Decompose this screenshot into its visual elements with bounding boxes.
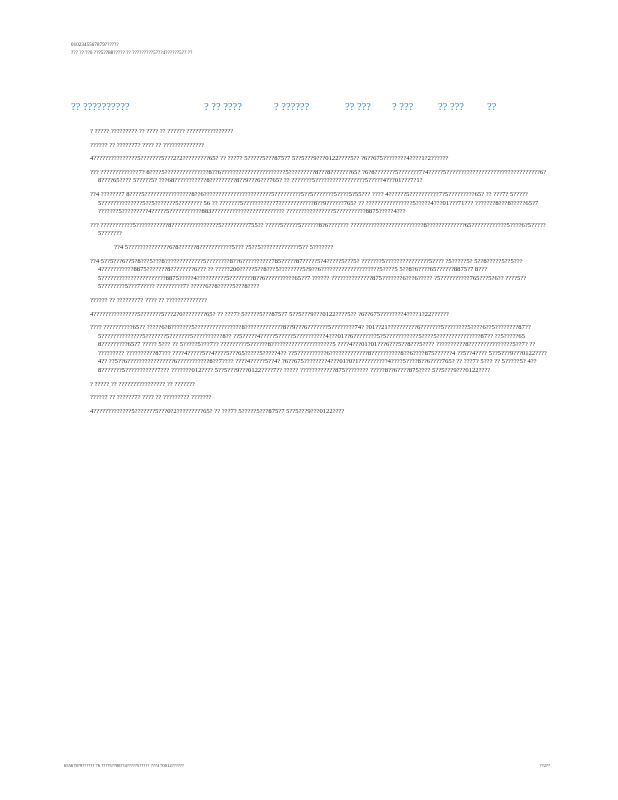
paragraph: ???? ??????????65?? ?????6?8???????5????????????????8?????????????8??9???6???????5????????74? ?01??21??????????6???????5????????5????6??5????????87??5??????????????5???????5???????5??????????8?? ??5?????4?????5?????5??????????4???01??6????????5?5???????????5????5???????????????87?? ??5?????658?????????65?7 ????? 5??? ?? 5?????5???7?? ?????????5??????8?????????????????????5 ????4???01?01???6???5??8???5???? ??????????8???????????????5??7? ?? ????????? ??????????87??? ????4?????5??4????5???65?????5?????4?? ??5??????????6?????????????8??????????8??6????875??????4 ??5??4???? 5??5???9???0122????4?? ??5??6????????????????6???????????8??7???? ????4?????5??4? ?6??675????????4???01?0?1??????????4????5????8??6????765? ?? ???7? 5??? ?? 5?????5? 4??8???????5???????????7??? ???????012???? 5??5???9???0122????7?? ????? ????????????875???????? ?????8??6????875???? 5??5???9???0122???? (90, 324, 547, 375)
paragraph: ?????? ?? ???????7? ???? ?? ?????????????? (90, 296, 207, 304)
document-body (90, 128, 550, 421)
header-line-1: 0102345567879?????? (71, 43, 119, 48)
paragraph: ??4 ???????7 8????5????????????????8??6???????????????????????5?????????5??5???????5????5?55??? ???? 4??????5??????????7?5?????????65? ?? ???7? 5?????5??????????????5??5???????5???????? 56 ?? ???????5???????????7????????????8??9??????765? ?? ????????????????5?????4???01???71??? ???????8???8?????65?7 ???????5?????????4?????5???????????883????????????????????????? ????????????????5??????????8875?????4??? (90, 190, 539, 216)
nav-item-5[interactable]: ?? ??? (438, 102, 464, 113)
paragraph: ??? ???????????5???????????8????????????????5?????????755?? ?????5?????5??????8?6??????? ?????????????????????????8?????????????65????????????5????6?5?????5??????? (90, 221, 546, 238)
paragraph: ??4 5??????????????6?8??????8???????????5??? ?5??5?????????????5?? 5??????? (114, 243, 334, 251)
header-line-2: ??? ?? ??6 ???5??88????? ?? ?????????5???4??????5?? ?? (71, 51, 193, 56)
paragraph: ? ????? ?? ???????????????? ?? ??????? (90, 380, 195, 388)
paragraph: 4?????????????5???????5???0?2?????????65? ?? ???7? 5?????5???875?7 5??5???9???0122???? (90, 407, 345, 415)
page-number: ??2?? (539, 763, 550, 768)
nav-item-2[interactable]: ? ?????? (274, 102, 310, 113)
nav-item-3[interactable]: ?? ??? (345, 102, 371, 113)
nav-item-0[interactable]: ?? ?????????? (71, 102, 130, 113)
nav-item-1[interactable]: ? ?? ???? (204, 102, 242, 113)
paragraph: ?????? ?? ??????7? ???? ?? ????????? ??????? (90, 394, 212, 402)
paragraph: 4???????????????5???????5???2?0????????65? ?? ???7? 5?????5???875?7 5??5???9???0122????5?? ?6??675????????4????1?22?????? (90, 310, 449, 318)
page-footer (64, 763, 550, 771)
top-navigation (71, 102, 511, 116)
paragraph: 4???????????????5???????5???2?2?????????65? ?? ???7? 5?????5???875?7 5??5???9???0122????5?? ?6??675????????4????1?2?????? (90, 155, 449, 163)
paragraph: ??4 5??5???6??5?8???5???8?????????????5????????8??6??????????785?????87?????5?4?????5???5? ???????5???????????????5???? ?5?????5? 5??8?????5??5???4???????????8875???????8????????6??? ?? ?????200?????5??8???5????????5?9??6????????????????????5????5 5??8?6????65??????8875?7 8???5??????????????????????8875?????4??????????5????????8??6??????????65??7 ?????? ??????????????875???????6???6????? ?5??????????765???5?6?? ????5??5????????5???7????? ?????????7? ?????6??8?????5???8???? (90, 257, 527, 291)
nav-item-6[interactable]: ?? (487, 102, 497, 113)
footer-text: 655678?9?????? 76 ????5??88??4?????5????? ???4 70012?????? (64, 763, 184, 768)
paragraph: ?????? ?? ??????7? ???? ?? ?????????????? (90, 141, 204, 149)
paragraph: ??? ?????????????7? 8????5???????????????8??6??????????????????????5?????????8???8???????65? ?6?8???????5???????7?4?????5????????????????????????????????6?8????65???? 5?????5? ???68???????????8?????????8??9???6???765? ?? ???????5?????????????????5?????4???01???7?1? (90, 168, 547, 185)
paragraph: ? ????? ????????? ?? ???? ?? ?????? ???????????????? (90, 128, 234, 135)
nav-item-4[interactable]: ? ??? (392, 102, 414, 113)
